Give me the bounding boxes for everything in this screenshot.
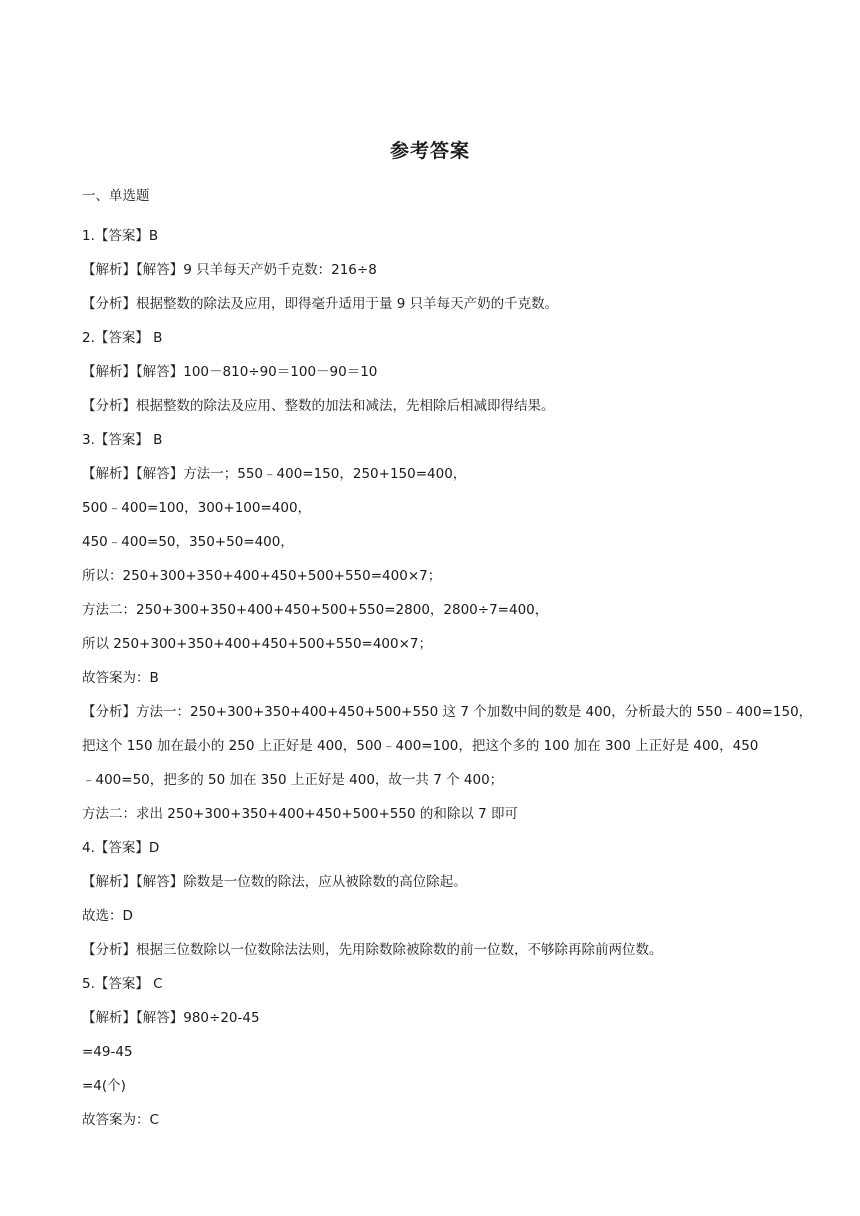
answer-line: 【解析】【解答】980÷20-45 [82, 1010, 260, 1026]
answer-line: 故答案为：C [82, 1112, 159, 1128]
answer-line: 方法二：求出 250+300+350+400+450+500+550 的和除以 7 即可 [82, 806, 518, 822]
answer-line: 【解析】【解答】100－810÷90＝100－90＝10 [82, 364, 378, 380]
answer-line: 450﹣400=50，350+50=400， [82, 534, 294, 550]
answer-line: 故答案为：B [82, 670, 159, 686]
answer-line: =49-45 [82, 1044, 133, 1060]
answer-line: 【分析】根据整数的除法及应用，即得毫升适用于量 9 只羊每天产奶的千克数。 [82, 296, 559, 312]
answer-line: =4(个) [82, 1078, 126, 1094]
answer-line: 1.【答案】B [82, 228, 159, 244]
answer-line: 故选：D [82, 908, 133, 924]
answer-line: 5.【答案】 C [82, 976, 163, 992]
answer-line: 4.【答案】D [82, 840, 160, 856]
answer-line: 【解析】【解答】方法一；550﹣400=150，250+150=400， [82, 466, 467, 482]
answer-line: 所以 250+300+350+400+450+500+550=400×7； [82, 636, 433, 652]
answer-line: 2.【答案】 B [82, 330, 163, 346]
answer-line: 【分析】方法一：250+300+350+400+450+500+550 这 7 个加数中间的数是 400，分析最大的 550﹣400=150， [82, 704, 813, 720]
answer-line: 【分析】根据三位数除以一位数除法法则，先用除数除被除数的前一位数，不够除再除前两位数。 [82, 942, 663, 958]
answer-line: 3.【答案】 B [82, 432, 163, 448]
answer-line: 【解析】【解答】除数是一位数的除法，应从被除数的高位除起。 [82, 874, 467, 890]
section-heading: 一、单选题 [82, 188, 150, 204]
answer-line: 500﹣400=100，300+100=400， [82, 500, 312, 516]
page-title: 参考答案 [389, 140, 470, 162]
answer-line: 把这个 150 加在最小的 250 上正好是 400，500﹣400=100，把这个多的 100 加在 300 上正好是 400，450 [82, 738, 759, 754]
answer-content [82, 185, 813, 1143]
answer-line: 方法二：250+300+350+400+450+500+550=2800，2800÷7=400， [82, 602, 549, 618]
answer-line: 【解析】【解答】9 只羊每天产奶千克数：216÷8 [82, 262, 377, 278]
answer-line: ﹣400=50，把多的 50 加在 350 上正好是 400，故一共 7 个 400； [82, 772, 504, 788]
answer-line: 所以：250+300+350+400+450+500+550=400×7； [82, 568, 442, 584]
answer-line: 【分析】根据整数的除法及应用、整数的加法和减法，先相除后相减即得结果。 [82, 398, 555, 414]
